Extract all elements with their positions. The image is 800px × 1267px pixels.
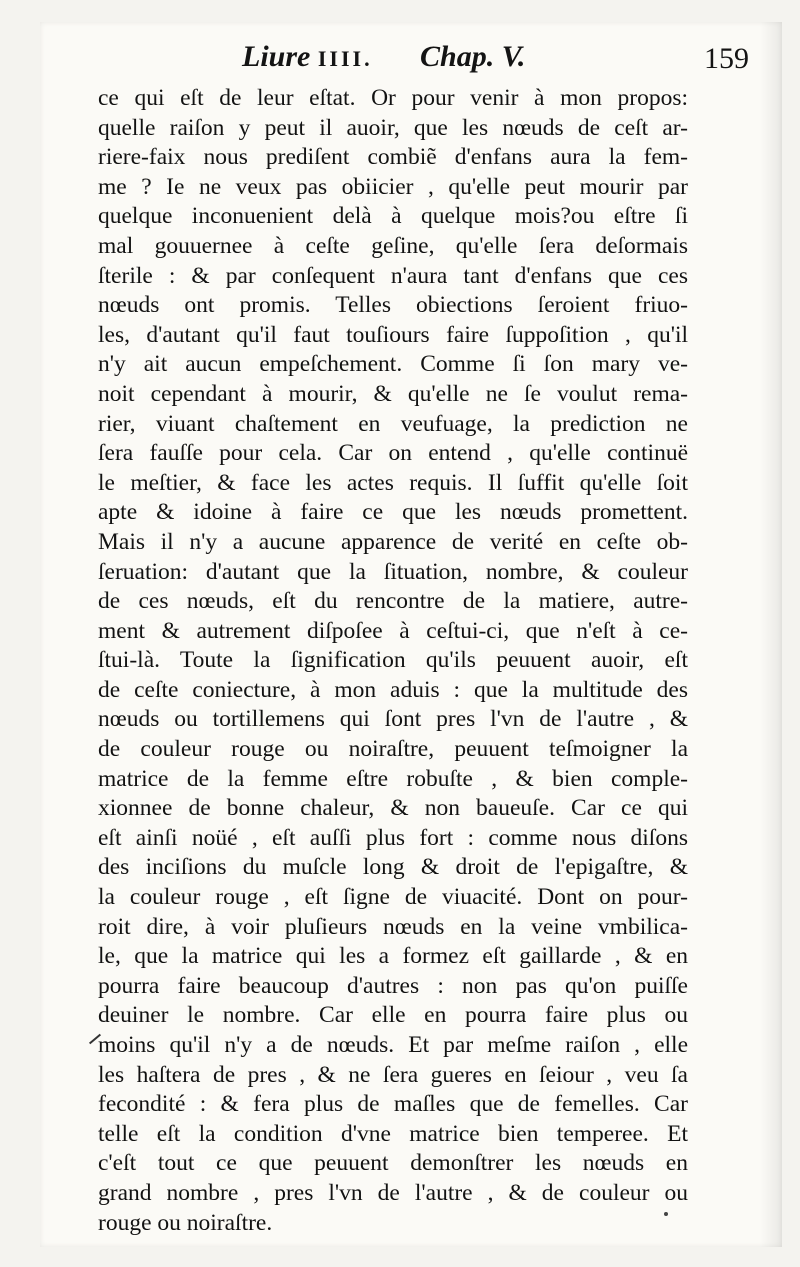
- text-line: ment & autrement diſpoſee à ceſtui-ci, que n'eſt à ce-: [98, 617, 688, 644]
- text-line-last: rouge ou noiraſtre.: [98, 1209, 273, 1236]
- text-line: eſt ainſi noüé , eſt auſſi plus fort : comme nous diſons: [98, 824, 688, 851]
- text-line: mal gouuernee à ceſte geſine, qu'elle ſera deſormais: [98, 232, 688, 259]
- text-line: me ? Ie ne veux pas obiicier , qu'elle peut mourir par: [98, 173, 688, 200]
- text-line: nœuds ou tortillemens qui ſont pres l'vn de l'autre , &: [98, 706, 688, 733]
- text-line: pourra faire beaucoup d'autres : non pas qu'on puiſſe: [98, 972, 688, 999]
- text-line: fecondité : & fera plus de maſles que de femelles. Car: [98, 1091, 688, 1118]
- book-label: [242, 40, 373, 74]
- text-line: deuiner le nombre. Car elle en pourra faire plus ou: [98, 1002, 688, 1029]
- text-line: de ceſte coniecture, à mon aduis : que la multitude des: [98, 676, 688, 703]
- book-word: Liure: [242, 40, 311, 73]
- text-line: ſeruation: d'autant que la ſituation, nombre, & couleur: [98, 558, 688, 585]
- text-line: moins qu'il n'y a de nœuds. Et par meſme raiſon , elle: [98, 1032, 688, 1058]
- text-line: c'eſt tout ce que peuuent demonſtrer les nœuds en: [98, 1150, 688, 1177]
- running-head: [0, 0, 800, 75]
- text-line: roit dire, à voir pluſieurs nœuds en la veine vmbilica-: [98, 913, 688, 940]
- text-line: Mais il n'y a aucune apparence de verité en ceſte ob-: [98, 528, 688, 555]
- text-line: grand nombre , pres l'vn de l'autre , & de couleur ou: [98, 1179, 688, 1206]
- text-line: ſterile : & par conſequent n'aura tant d'enfans que ces: [98, 262, 688, 289]
- text-line: ce qui eſt de leur eſtat. Or pour venir à mon propos:: [98, 85, 688, 111]
- text-line: les haſtera de pres , & ne ſera gueres en ſeiour , veu ſa: [98, 1061, 688, 1088]
- text-line: nœuds ont promis. Telles obiections ſeroient friuo-: [98, 292, 688, 319]
- text-line: n'y ait aucun empeſchement. Comme ſi ſon mary ve-: [98, 351, 688, 378]
- book-number: IIII.: [317, 46, 373, 71]
- text-line: le meſtier, & face les actes requis. Il ſuffit qu'elle ſoit: [98, 469, 688, 496]
- text-line: riere-faix nous prediſent combiẽ d'enfans aura la fem-: [98, 144, 688, 171]
- text-line: quelque inconuenient delà à quelque mois?ou eſtre ſi: [98, 203, 688, 230]
- text-line: de couleur rouge ou noiraſtre, peuuent teſmoigner la: [98, 736, 688, 763]
- text-line: quelle raiſon y peut il auoir, que les nœuds de ceſt ar-: [98, 114, 688, 141]
- text-line: les, d'autant qu'il faut touſiours faire ſuppoſition , qu'il: [98, 321, 688, 348]
- text-line: noit cependant à mourir, & qu'elle ne ſe voulut rema-: [98, 380, 688, 407]
- text-line: matrice de la femme eſtre robuſte , & bien comple-: [98, 765, 688, 792]
- text-line: la couleur rouge , eſt ſigne de viuacité. Dont on pour-: [98, 884, 688, 911]
- text-line: telle eſt la condition d'vne matrice bien temperee. Et: [98, 1120, 688, 1147]
- text-line: rier, viuant chaſtement en veufuage, la prediction ne: [98, 410, 688, 437]
- text-line: xionnee de bonne chaleur, & non baueuſe. Car ce qui: [98, 795, 688, 822]
- text-line: ſera fauſſe pour cela. Car on entend , qu'elle continuë: [98, 440, 688, 467]
- page-number: 159: [704, 42, 749, 75]
- chapter-label: Chap. V.: [420, 40, 526, 73]
- ink-dot: [664, 1212, 668, 1216]
- text-line: le, que la matrice qui les a formez eſt gaillarde , & en: [98, 943, 688, 970]
- gutter-shadow: [760, 22, 782, 1247]
- text-line: des inciſions du muſcle long & droit de l'epigaſtre, &: [98, 854, 688, 881]
- body-text: [98, 84, 688, 1238]
- text-line: de ces nœuds, eſt du rencontre de la matiere, autre-: [98, 588, 688, 615]
- text-line: ſtui-là. Toute la ſignification qu'ils peuuent auoir, eſt: [98, 647, 688, 674]
- text-line: apte & idoine à faire ce que les nœuds promettent.: [98, 499, 688, 526]
